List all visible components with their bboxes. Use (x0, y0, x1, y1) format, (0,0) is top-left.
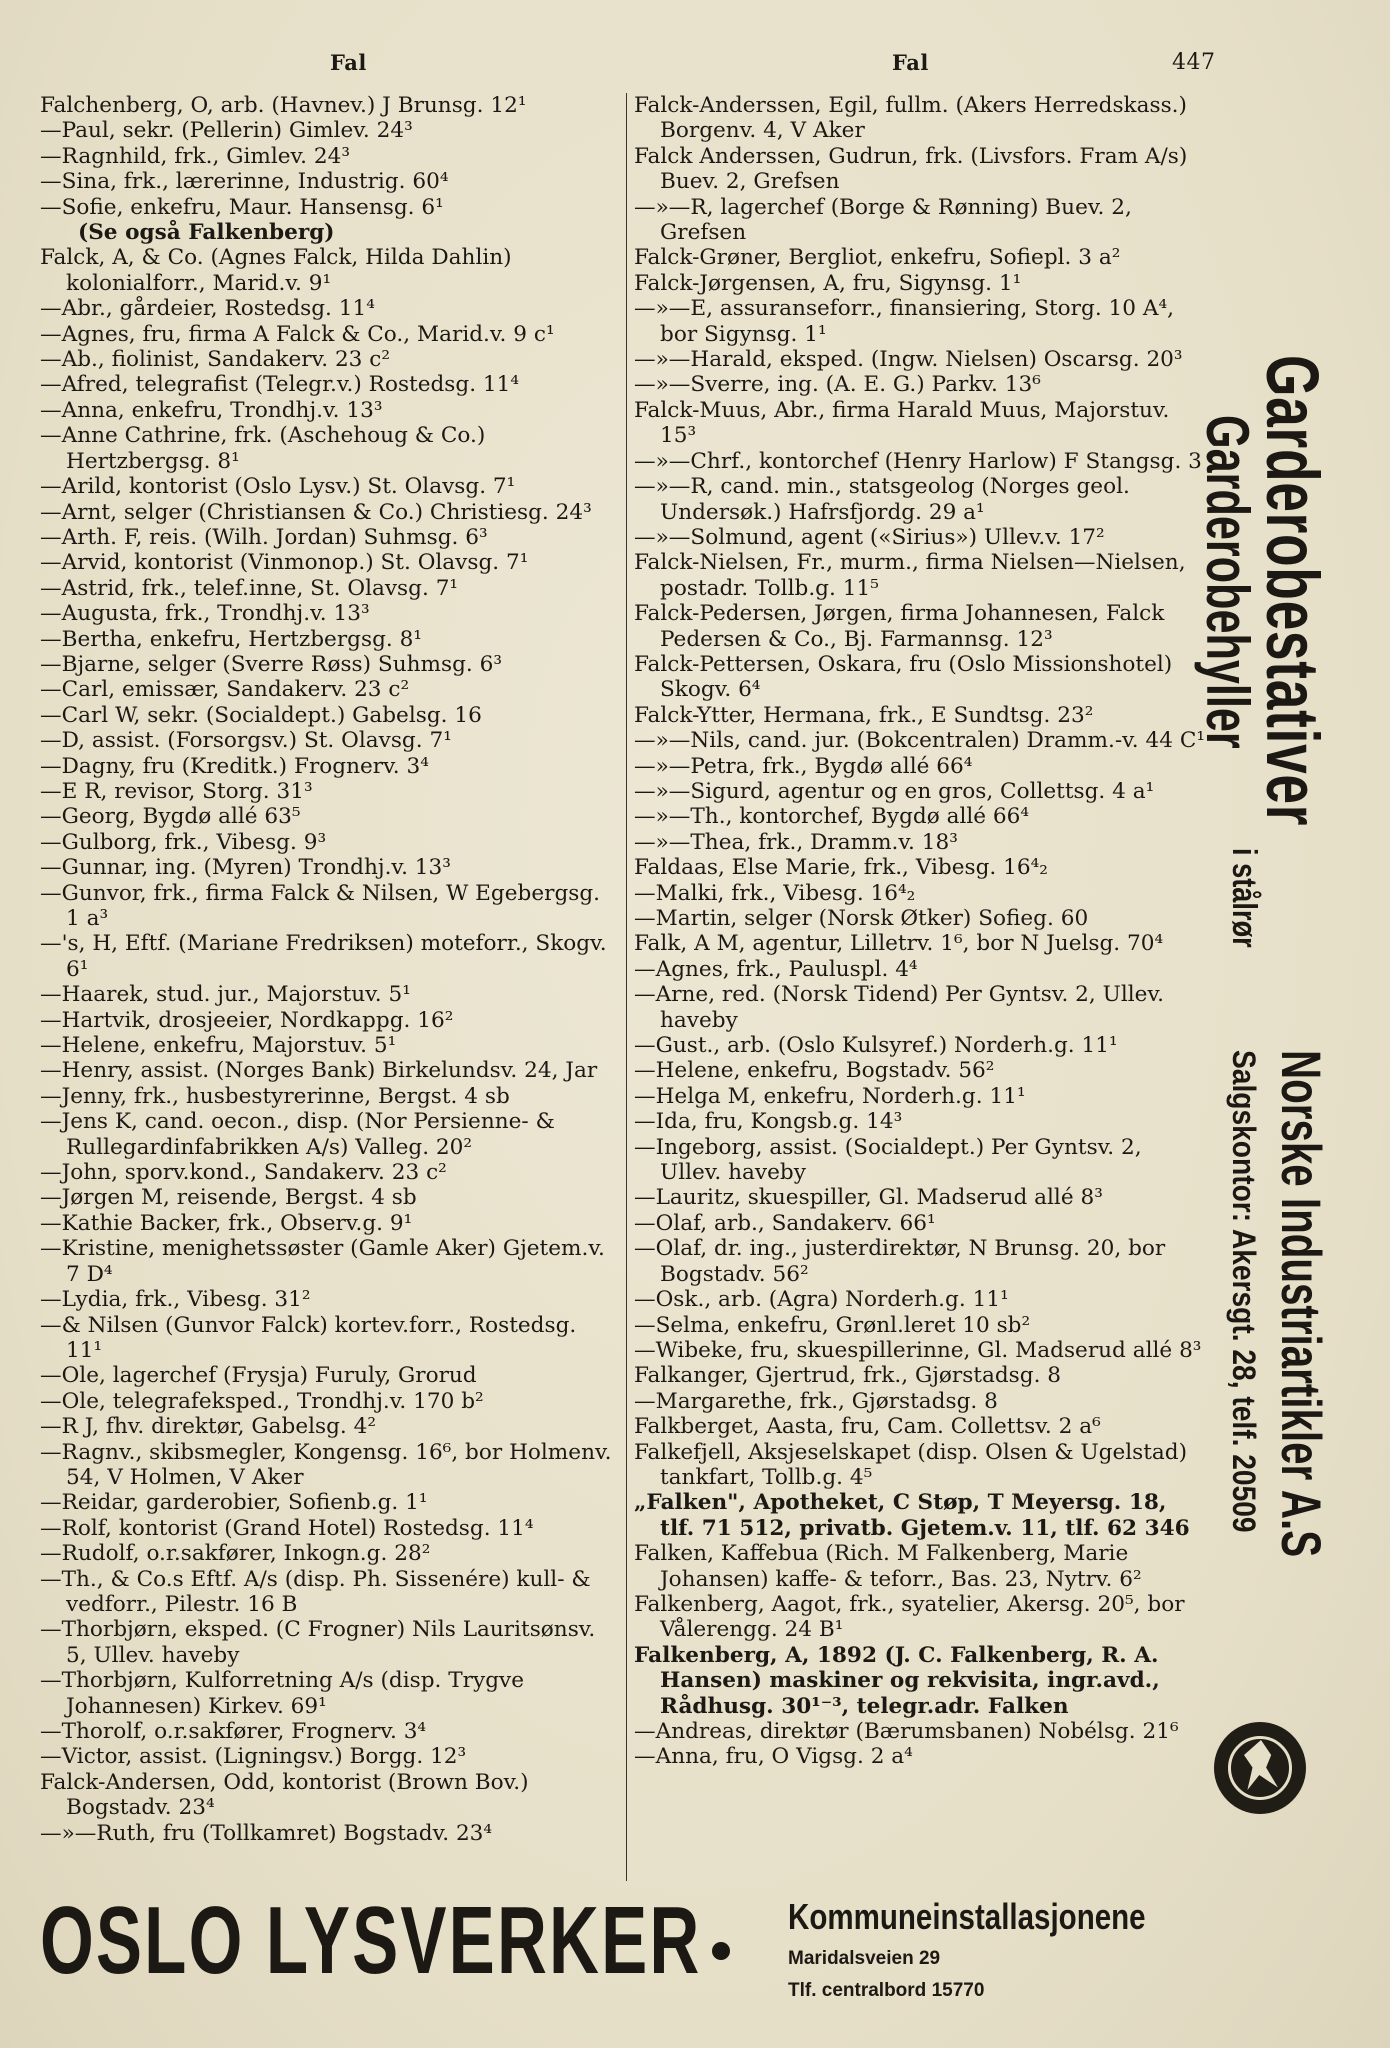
entry-highlighted: „Falken", Apotheket, C Støp, T Meyersg. 18, tlf. 71 512, privatb. Gjetem.v. 11, tlf. 62 346 (634, 1490, 1190, 1541)
entry: Falkenberg, Aagot, frk., syatelier, Akersg. 20⁵, bor Vålerengg. 24 B¹ (634, 1591, 1185, 1643)
ad-salgskontor: Salgskontor: Akersgt. 28, telf. 20509 (1226, 1050, 1262, 1533)
entry: —Anna, fru, O Vigsg. 2 a⁴ (634, 1744, 913, 1770)
entry: —Ida, fru, Kongsb.g. 14³ (634, 1109, 903, 1135)
entry: —Osk., arb. (Agra) Norderh.g. 11¹ (634, 1287, 1009, 1313)
left-column (40, 93, 618, 1846)
entry: —»—Petra, frk., Bygdø allé 66⁴ (634, 753, 973, 779)
entry: —Helene, enkefru, Bogstadv. 56² (634, 1058, 995, 1084)
entry: —Ragnhild, frk., Gimlev. 24³ (40, 143, 351, 169)
entry: Falck-Grøner, Bergliot, enkefru, Sofiepl. 3 a² (634, 245, 1121, 271)
entry: —Gust., arb. (Oslo Kulsyref.) Norderh.g. 11¹ (634, 1033, 1118, 1059)
entry: —Agnes, fru, firma A Falck & Co., Marid.v. 9 c¹ (40, 321, 555, 347)
entry: —Arvid, kontorist (Vinmonop.) St. Olavsg. 7¹ (40, 550, 529, 576)
entry: —»—Chrf., kontorchef (Henry Harlow) F Stangsg. 3 (634, 448, 1202, 474)
entry: —»—R, cand. min., statsgeolog (Norges geol. Undersøk.) Hafrsfjordg. 29 a¹ (634, 474, 1130, 525)
entry: —Augusta, frk., Trondhj.v. 13³ (40, 601, 370, 627)
right-column (634, 93, 1206, 1770)
entry: —Kathie Backer, frk., Observ.g. 9¹ (40, 1210, 413, 1236)
entry: —»—Thea, frk., Dramm.v. 18³ (634, 829, 958, 855)
running-header-center: Fal (892, 50, 929, 75)
entry: —Anne Cathrine, frk. (Aschehoug & Co.) Hertzbergsg. 8¹ (40, 423, 486, 474)
entry: —Th., & Co.s Eftf. A/s (disp. Ph. Sissenére) kull- & vedforr., Pilestr. 16 B (40, 1566, 591, 1617)
ad-i-stalror: i stålrør (1225, 848, 1263, 948)
entry: —Astrid, frk., telef.inne, St. Olavsg. 7¹ (40, 575, 459, 601)
entry: —Ingeborg, assist. (Socialdept.) Per Gyntsv. 2, Ullev. haveby (634, 1134, 1142, 1186)
entry: —Bertha, enkefru, Hertzbergsg. 8¹ (40, 626, 423, 652)
entry: —Dagny, fru (Kreditk.) Frognerv. 3⁴ (40, 753, 429, 779)
entry-highlighted: Falkenberg, A, 1892 (J. C. Falkenberg, R. A. Hansen) maskiner og rekvisita, ingr.avd., Rådhusg. 30¹⁻³, telegr.adr. Falken (634, 1642, 1160, 1719)
entry: —Martin, selger (Norsk Øtker) Sofieg. 60 (634, 906, 1089, 931)
entry: Falck-Anderssen, Egil, fullm. (Akers Herredskass.) Borgenv. 4, V Aker (634, 93, 1187, 144)
entry: —Thorbjørn, eksped. (C Frogner) Nils Lauritsønsv. 5, Ullev. haveby (40, 1617, 596, 1668)
entry: —Sina, frk., lærerinne, Industrig. 60⁴ (40, 169, 449, 195)
entry: —John, sporv.kond., Sandakerv. 23 c² (40, 1160, 447, 1186)
entry: —Wibeke, fru, skuespillerinne, Gl. Madserud allé 8³ (634, 1337, 1202, 1363)
entry: Falck-Pettersen, Oskara, fru (Oslo Missionshotel) Skogv. 6⁴ (634, 651, 1173, 703)
ad-line-3: Tlf. centralbord 15770 (788, 1980, 985, 2001)
entry: —Bjarne, selger (Sverre Røss) Suhmsg. 6³ (40, 651, 503, 677)
entry: Falck-Muus, Abr., firma Harald Muus, Majorstuv. 15³ (634, 397, 1170, 449)
entry: Falkberget, Aasta, fru, Cam. Collettsv. 2 a⁶ (634, 1414, 1101, 1440)
entry: Faldaas, Else Marie, frk., Vibesg. 16⁴₂ (634, 855, 1048, 881)
entry: —»—Harald, eksped. (Ingw. Nielsen) Oscarsg. 20³ (634, 347, 1183, 373)
entry: Falkanger, Gjertrud, frk., Gjørstadsg. 8 (634, 1363, 1062, 1389)
entry: Falck-Andersen, Odd, kontorist (Brown Bov.) Bogstadv. 23⁴ (40, 1769, 529, 1821)
entry: —Agnes, frk., Pauluspl. 4⁴ (634, 956, 918, 982)
entry: —Arth. F, reis. (Wilh. Jordan) Suhmsg. 6³ (40, 524, 488, 550)
entry: —Kristine, menighetssøster (Gamle Aker) Gjetem.v. 7 D⁴ (40, 1236, 605, 1287)
entry: —E R, revisor, Storg. 31³ (40, 778, 313, 804)
entry: —Rolf, kontorist (Grand Hotel) Rostedsg. 11⁴ (40, 1515, 534, 1541)
ad-line-1: Kommuneinstallasjonene (788, 1896, 1146, 1937)
entry: —Jørgen M, reisende, Bergst. 4 sb (40, 1185, 417, 1211)
company-logo-icon (1214, 1722, 1306, 1814)
entry: —Jens K, cand. oecon., disp. (Nor Persienne- & Rullegardinfabrikken A/s) Valleg. 20² (40, 1109, 555, 1160)
entry: —»—Sigurd, agentur og en gros, Collettsg. 4 a¹ (634, 778, 1155, 804)
entry: Falck, A, & Co. (Agnes Falck, Hilda Dahlin) kolonialforr., Marid.v. 9¹ (40, 245, 512, 296)
entry: —Helene, enkefru, Majorstuv. 5¹ (40, 1033, 397, 1059)
running-header-left: Fal (330, 50, 367, 75)
column-divider (626, 93, 627, 1881)
entry: —Hartvik, drosjeeier, Nordkappg. 16² (40, 1007, 454, 1033)
entry: Falk, A M, agentur, Lilletrv. 1⁶, bor N Juelsg. 70⁴ (634, 931, 1164, 957)
entry: —Carl W, sekr. (Socialdept.) Gabelsg. 16 (40, 702, 482, 728)
entry: —Lydia, frk., Vibesg. 31² (40, 1287, 311, 1313)
entry: —Abr., gårdeier, Rostedsg. 11⁴ (40, 296, 375, 322)
entry: —Carl, emissær, Sandakerv. 23 c² (40, 677, 410, 703)
entry: —'s, H, Eftf. (Mariane Fredriksen) moteforr., Skogv. 6¹ (40, 931, 607, 982)
entry: —Jenny, frk., husbestyrerinne, Bergst. 4 sb (40, 1083, 510, 1109)
entry: —Arnt, selger (Christiansen & Co.) Christiesg. 24³ (40, 499, 592, 525)
entry: —»—Nils, cand. jur. (Bokcentralen) Dramm.-v. 44 C¹ (634, 728, 1206, 754)
entry: —Selma, enkefru, Grønl.leret 10 sb² (634, 1312, 1031, 1338)
entry: —Arild, kontorist (Oslo Lysv.) St. Olavsg. 7¹ (40, 474, 516, 500)
entry: Falck-Pedersen, Jørgen, firma Johannesen, Falck Pedersen & Co., Bj. Farmannsg. 12³ (634, 601, 1165, 652)
entry: —Anna, enkefru, Trondhj.v. 13³ (40, 397, 383, 423)
bullet-dot (712, 1942, 730, 1960)
entry: —Haarek, stud. jur., Majorstuv. 5¹ (40, 982, 411, 1008)
entry: —Reidar, garderobier, Sofienb.g. 1¹ (40, 1490, 428, 1516)
entry: —Afred, telegrafist (Telegr.v.) Rostedsg. 11⁴ (40, 372, 520, 398)
cross-reference: (Se også Falkenberg) (78, 220, 335, 246)
ad-garderobehyller: Garderobehyller (1194, 415, 1261, 749)
entry: —Thorolf, o.r.sakfører, Frognerv. 3⁴ (40, 1719, 427, 1744)
entry: —Georg, Bygdø allé 63⁵ (40, 804, 301, 830)
entry: —»—Sverre, ing. (A. E. G.) Parkv. 13⁶ (634, 372, 1041, 398)
entry: —Paul, sekr. (Pellerin) Gimlev. 24³ (40, 118, 413, 144)
entry: —Gunvor, frk., firma Falck & Nilsen, W Egebergsg. 1 a³ (40, 880, 601, 931)
entry: —»—Solmund, agent («Sirius») Ullev.v. 17² (634, 524, 1105, 550)
entry: —Olaf, arb., Sandakerv. 66¹ (634, 1210, 936, 1236)
entry: —Ole, lagerchef (Frysja) Furuly, Grorud (40, 1363, 477, 1389)
entry: —R J, fhv. direktør, Gabelsg. 4² (40, 1414, 377, 1440)
entry: —Victor, assist. (Ligningsv.) Borgg. 12³ (40, 1744, 467, 1770)
entry: —Ab., fiolinist, Sandakerv. 23 c² (40, 347, 391, 373)
entry: —& Nilsen (Gunvor Falck) kortev.forr., Rostedsg. 11¹ (40, 1312, 577, 1363)
entry: —Olaf, dr. ing., justerdirektør, N Brunsg. 20, bor Bogstadv. 56² (634, 1236, 1166, 1287)
entry: Falkefjell, Aksjeselskapet (disp. Olsen & Ugelstad) tankfart, Tollb.g. 4⁵ (634, 1439, 1188, 1490)
entry: —Arne, red. (Norsk Tidend) Per Gyntsv. 2, Ullev. haveby (634, 982, 1164, 1033)
entry: —Helga M, enkefru, Norderh.g. 11¹ (634, 1083, 1026, 1109)
bottom-advertisement (40, 1886, 1200, 2016)
ad-norske-industriartikler: Norske Industriartikler A.S (1270, 1050, 1333, 1558)
entry: Falck Anderssen, Gudrun, frk. (Livsfors. Fram A/s) Buev. 2, Grefsen (634, 143, 1188, 195)
entry: —Ragnv., skibsmegler, Kongensg. 16⁶, bor Holmenv. 54, V Holmen, V Aker (40, 1439, 612, 1490)
entry: Falchenberg, O, arb. (Havnev.) J Brunsg. 12¹ (40, 93, 527, 118)
ad-line-2: Maridalsveien 29 (788, 1948, 941, 1969)
entry: —Ole, telegrafeksped., Trondhj.v. 170 b² (40, 1388, 484, 1414)
entry: Falken, Kaffebua (Rich. M Falkenberg, Marie Johansen) kaffe- & teforr., Bas. 23, Nytrv. 6² (634, 1541, 1142, 1592)
entry: —D, assist. (Forsorgsv.) St. Olavsg. 7¹ (40, 728, 452, 754)
entry: —Sofie, enkefru, Maur. Hansensg. 6¹ (40, 194, 444, 220)
entry: Falck-Nielsen, Fr., murm., firma Nielsen—Nielsen, postadr. Tollb.g. 11⁵ (634, 550, 1186, 601)
entry: —»—E, assuranseforr., finansiering, Storg. 10 A⁴, bor Sigynsg. 1¹ (634, 296, 1175, 347)
entry: —»—Th., kontorchef, Bygdø allé 66⁴ (634, 804, 1030, 830)
entry: Falck-Ytter, Hermana, frk., E Sundtsg. 23² (634, 702, 1094, 728)
entry: —»—R, lagerchef (Borge & Rønning) Buev. 2, Grefsen (634, 194, 1132, 246)
entry: Falck-Jørgensen, A, fru, Sigynsg. 1¹ (634, 270, 1022, 296)
entry: —Rudolf, o.r.sakfører, Inkogn.g. 28² (40, 1541, 431, 1567)
entry: —Margarethe, frk., Gjørstadsg. 8 (634, 1388, 998, 1414)
entry: —Andreas, direktør (Bærumsbanen) Nobélsg. 21⁶ (634, 1719, 1179, 1744)
entry: —Malki, frk., Vibesg. 16⁴₂ (634, 880, 916, 906)
entry: —»—Ruth, fru (Tollkamret) Bogstadv. 23⁴ (40, 1820, 493, 1846)
ad-title: OSLO LYSVERKER (40, 1887, 702, 1994)
entry: —Gunnar, ing. (Myren) Trondhj.v. 13³ (40, 855, 451, 881)
entry: —Gulborg, frk., Vibesg. 9³ (40, 829, 327, 855)
entry: —Henry, assist. (Norges Bank) Birkelundsv. 24, Jar (40, 1058, 598, 1084)
page-number: 447 (1172, 50, 1216, 75)
entry: —Lauritz, skuespiller, Gl. Madserud allé 8³ (634, 1185, 1103, 1211)
entry: —Thorbjørn, Kulforretning A/s (disp. Trygve Johannesen) Kirkev. 69¹ (40, 1668, 525, 1719)
ad-garderobestativer: Garderobestativer (1251, 355, 1334, 827)
